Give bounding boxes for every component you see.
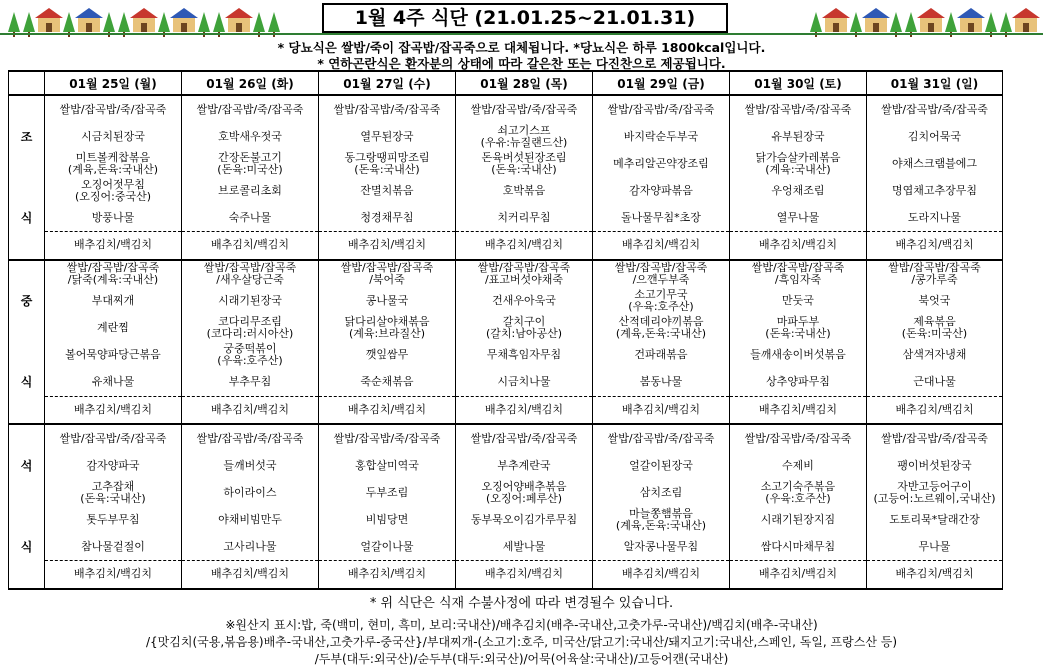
menu-item: 쌀밥/잡곡밥/잡곡죽 /새우살당근죽 — [182, 260, 319, 288]
menu-item: 도토리묵*달래간장 — [867, 506, 1003, 533]
menu-item: 시금치나물 — [456, 369, 593, 397]
meal-label: 식 — [9, 204, 45, 232]
village-decoration-right — [810, 4, 1037, 32]
meal-label — [9, 506, 45, 533]
menu-row — [9, 533, 1003, 561]
day-header: 01월 30일 (토) — [730, 71, 867, 95]
origin-line: /{맛김치(국용,볶음용)배추-국내산,고춧가루-중국산}/부대찌개-(소고기:호주, 미국산/닭고기:국내산/돼지고기:국내산,스페인, 독일, 프랑스산 등) — [146, 635, 897, 649]
menu-item: 야채비빔만두 — [182, 506, 319, 533]
menu-item: 쌀밥/잡곡밥/죽/잡곡죽 — [593, 95, 730, 123]
menu-item: 닭가슴살카레볶음 (계육:국내산) — [730, 150, 867, 177]
menu-item: 부대찌개 — [45, 288, 182, 315]
menu-item: 돈육버섯된장조림 (돈육:국내산) — [456, 150, 593, 177]
menu-item: 배추김치/백김치 — [730, 396, 867, 424]
origin-line: /두부(대두:외국산)/순두부(대두:외국산)/어묵(어육살:국내산)/고등어캔(국내산) — [314, 652, 729, 666]
weekly-menu-table — [8, 70, 1003, 590]
meal-label: 식 — [9, 369, 45, 397]
menu-item: 배추김치/백김치 — [45, 561, 182, 589]
menu-item: 쌀밥/잡곡밥/죽/잡곡죽 — [456, 424, 593, 452]
diabetes-note: * 당뇨식은 쌀밥/죽이 잡곡밥/잡곡죽으로 대체됩니다. *당뇨식은 하루 1800kcal입니다. — [277, 40, 766, 55]
menu-item: 쌀밥/잡곡밥/죽/잡곡죽 — [867, 424, 1003, 452]
meal-label — [9, 561, 45, 589]
menu-item: 돌나물무침*초장 — [593, 204, 730, 232]
menu-item: 팽이버섯된장국 — [867, 452, 1003, 479]
meal-label: 석 — [9, 452, 45, 479]
day-header: 01월 29일 (금) — [593, 71, 730, 95]
meal-label: 식 — [9, 533, 45, 561]
menu-item: 열무나물 — [730, 204, 867, 232]
menu-item: 간장돈불고기 (돈육:미국산) — [182, 150, 319, 177]
day-header: 01월 28일 (목) — [456, 71, 593, 95]
meal-label — [9, 260, 45, 288]
menu-item: 마파두부 (돈육:국내산) — [730, 315, 867, 342]
menu-item: 쌀밥/잡곡밥/죽/잡곡죽 — [319, 424, 456, 452]
menu-item: 잔멸치볶음 — [319, 177, 456, 204]
menu-row — [9, 288, 1003, 315]
tree-icon — [63, 12, 75, 32]
tree-icon — [945, 12, 957, 32]
house-icon — [920, 18, 942, 32]
menu-item: 동그랑땡피망조림 (돈육:국내산) — [319, 150, 456, 177]
menu-item: 쌀밥/잡곡밥/잡곡죽 /닭죽(계육:국내산) — [45, 260, 182, 288]
menu-item: 쌀밥/잡곡밥/죽/잡곡죽 — [456, 95, 593, 123]
menu-item: 쌀밥/잡곡밥/죽/잡곡죽 — [182, 95, 319, 123]
menu-item: 궁중떡볶이 (우육:호주산) — [182, 342, 319, 369]
menu-item: 야채스크램블에그 — [867, 150, 1003, 177]
menu-item: 소고기숙주볶음 (우육:호주산) — [730, 479, 867, 506]
menu-item: 들깨새송이버섯볶음 — [730, 342, 867, 369]
menu-item: 쌀밥/잡곡밥/잡곡죽 /흑임자죽 — [730, 260, 867, 288]
menu-item: 치커리무침 — [456, 204, 593, 232]
menu-item: 배추김치/백김치 — [456, 396, 593, 424]
village-decoration-left — [8, 4, 280, 32]
menu-item: 호박볶음 — [456, 177, 593, 204]
menu-item: 도라지나물 — [867, 204, 1003, 232]
menu-row — [9, 561, 1003, 589]
menu-item: 상추양파무침 — [730, 369, 867, 397]
menu-item: 자반고등어구이 (고등어:노르웨이,국내산) — [867, 479, 1003, 506]
menu-item: 배추김치/백김치 — [182, 396, 319, 424]
house-icon — [173, 18, 195, 32]
house-icon — [1015, 18, 1037, 32]
tree-icon — [1000, 12, 1012, 32]
house-icon — [38, 18, 60, 32]
menu-item: 수제비 — [730, 452, 867, 479]
menu-item: 쌀밥/잡곡밥/죽/잡곡죽 — [182, 424, 319, 452]
menu-item: 알자콩나물무침 — [593, 533, 730, 561]
menu-item: 시래기된장국 — [182, 288, 319, 315]
menu-item: 배추김치/백김치 — [730, 232, 867, 260]
menu-item: 홍합살미역국 — [319, 452, 456, 479]
tree-icon — [905, 12, 917, 32]
meal-label — [9, 232, 45, 260]
menu-item: 건새우아욱국 — [456, 288, 593, 315]
menu-item: 부추계란국 — [456, 452, 593, 479]
menu-item: 김치어묵국 — [867, 123, 1003, 150]
menu-item: 방풍나물 — [45, 204, 182, 232]
change-notice: * 위 식단은 식재 수불사정에 따라 변경될수 있습니다. — [369, 596, 674, 611]
tree-icon — [103, 12, 115, 32]
menu-row — [9, 506, 1003, 533]
menu-item: 쌀밥/잡곡밥/죽/잡곡죽 — [730, 424, 867, 452]
menu-row — [9, 204, 1003, 232]
menu-item: 제육볶음 (돈육:미국산) — [867, 315, 1003, 342]
menu-item: 열무된장국 — [319, 123, 456, 150]
menu-item: 감자양파국 — [45, 452, 182, 479]
menu-row — [9, 177, 1003, 204]
menu-item: 호박새우젓국 — [182, 123, 319, 150]
menu-item: 쌀밥/잡곡밥/잡곡죽 /표고버섯야채죽 — [456, 260, 593, 288]
menu-item: 배추김치/백김치 — [319, 561, 456, 589]
menu-item: 계란찜 — [45, 315, 182, 342]
menu-item: 쌀밥/잡곡밥/잡곡죽 /북어죽 — [319, 260, 456, 288]
menu-item: 소고기무국 (우육:호주산) — [593, 288, 730, 315]
menu-item: 산적데리야끼볶음 (계육,돈육:국내산) — [593, 315, 730, 342]
menu-item: 메추리알곤약장조림 — [593, 150, 730, 177]
tree-icon — [253, 12, 265, 32]
menu-item: 바지락순두부국 — [593, 123, 730, 150]
menu-item: 세발나물 — [456, 533, 593, 561]
house-icon — [78, 18, 100, 32]
menu-item: 브로콜리초회 — [182, 177, 319, 204]
tree-icon — [850, 12, 862, 32]
menu-item: 시래기된장지짐 — [730, 506, 867, 533]
menu-item: 부추무침 — [182, 369, 319, 397]
ground-line — [0, 33, 1043, 35]
house-icon — [825, 18, 847, 32]
meal-label — [9, 479, 45, 506]
menu-item: 근대나물 — [867, 369, 1003, 397]
house-icon — [133, 18, 155, 32]
menu-item: 고추잡채 (돈육:국내산) — [45, 479, 182, 506]
menu-item: 마늘쫑햄볶음 (계육,돈육:국내산) — [593, 506, 730, 533]
menu-item: 비빔당면 — [319, 506, 456, 533]
menu-item: 숙주나물 — [182, 204, 319, 232]
menu-row — [9, 342, 1003, 369]
menu-item: 닭다리살야채볶음 (계육:브라질산) — [319, 315, 456, 342]
menu-item: 쇠고기스프 (우유:뉴질랜드산) — [456, 123, 593, 150]
menu-item: 배추김치/백김치 — [456, 561, 593, 589]
corner-cell — [9, 71, 45, 95]
menu-item: 쌀밥/잡곡밥/죽/잡곡죽 — [593, 424, 730, 452]
tree-icon — [810, 12, 822, 32]
menu-item: 배추김치/백김치 — [867, 232, 1003, 260]
dysphagia-note: * 연하곤란식은 환자분의 상태에 따라 갈은찬 또는 다진찬으로 제공됩니다. — [317, 56, 726, 71]
menu-row — [9, 424, 1003, 452]
menu-item: 깻잎쌈무 — [319, 342, 456, 369]
menu-row — [9, 369, 1003, 397]
menu-row — [9, 232, 1003, 260]
meal-label: 조 — [9, 123, 45, 150]
tree-icon — [118, 12, 130, 32]
menu-item: 동부묵오이김가루무침 — [456, 506, 593, 533]
menu-item: 배추김치/백김치 — [593, 232, 730, 260]
meal-label — [9, 315, 45, 342]
menu-item: 배추김치/백김치 — [867, 561, 1003, 589]
menu-item: 볼어묵양파당근볶음 — [45, 342, 182, 369]
menu-item: 고사리나물 — [182, 533, 319, 561]
menu-item: 미트볼케찹볶음 (계육,돈육:국내산) — [45, 150, 182, 177]
menu-row — [9, 452, 1003, 479]
meal-label — [9, 150, 45, 177]
day-header: 01월 27일 (수) — [319, 71, 456, 95]
tree-icon — [8, 12, 20, 32]
tree-icon — [198, 12, 210, 32]
tree-icon — [213, 12, 225, 32]
menu-item: 코다리무조림 (코다리:러시아산) — [182, 315, 319, 342]
menu-item: 쌀밥/잡곡밥/잡곡죽 /콩가루죽 — [867, 260, 1003, 288]
menu-item: 배추김치/백김치 — [45, 396, 182, 424]
header-banner — [0, 0, 1043, 38]
menu-item: 얼갈이된장국 — [593, 452, 730, 479]
menu-row — [9, 479, 1003, 506]
day-header: 01월 26일 (화) — [182, 71, 319, 95]
menu-item: 죽순채볶음 — [319, 369, 456, 397]
origin-info — [0, 617, 1043, 668]
menu-row — [9, 315, 1003, 342]
menu-item: 북엇국 — [867, 288, 1003, 315]
menu-item: 배추김치/백김치 — [730, 561, 867, 589]
menu-row — [9, 260, 1003, 288]
menu-item: 쌀밥/잡곡밥/죽/잡곡죽 — [867, 95, 1003, 123]
page-title: 1월 4주 식단 (21.01.25~21.01.31) — [322, 3, 728, 33]
menu-item: 쌈다시마채무침 — [730, 533, 867, 561]
origin-line: ※원산지 표시:밥, 죽(백미, 현미, 흑미, 보리:국내산)/배추김치(배추-국내산,고춧가루-국내산)/백김치(배추-국내산) — [225, 618, 818, 632]
menu-item: 만둣국 — [730, 288, 867, 315]
menu-item: 배추김치/백김치 — [182, 232, 319, 260]
menu-item: 명엽채고추장무침 — [867, 177, 1003, 204]
menu-item: 들깨버섯국 — [182, 452, 319, 479]
menu-item: 봄동나물 — [593, 369, 730, 397]
menu-item: 쌀밥/잡곡밥/죽/잡곡죽 — [730, 95, 867, 123]
house-icon — [228, 18, 250, 32]
menu-item: 배추김치/백김치 — [593, 396, 730, 424]
menu-item: 청경채무침 — [319, 204, 456, 232]
meal-label — [9, 177, 45, 204]
menu-item: 얼갈이나물 — [319, 533, 456, 561]
tree-icon — [890, 12, 902, 32]
day-header-row — [9, 71, 1003, 95]
menu-item: 오징어양배추볶음 (오징어:페루산) — [456, 479, 593, 506]
menu-item: 쌀밥/잡곡밥/잡곡죽 /으깬두부죽 — [593, 260, 730, 288]
menu-item: 쌀밥/잡곡밥/죽/잡곡죽 — [45, 424, 182, 452]
house-icon — [865, 18, 887, 32]
menu-item: 갈치구이 (갈치:남아공산) — [456, 315, 593, 342]
meal-label: 중 — [9, 288, 45, 315]
tree-icon — [23, 12, 35, 32]
menu-item: 배추김치/백김치 — [319, 396, 456, 424]
menu-item: 참나물겉절이 — [45, 533, 182, 561]
menu-item: 유채나물 — [45, 369, 182, 397]
day-header: 01월 31일 (일) — [867, 71, 1003, 95]
meal-label — [9, 396, 45, 424]
menu-row — [9, 396, 1003, 424]
menu-item: 배추김치/백김치 — [45, 232, 182, 260]
menu-item: 감자양파볶음 — [593, 177, 730, 204]
menu-item: 톳두부무침 — [45, 506, 182, 533]
meal-label — [9, 424, 45, 452]
menu-item: 쌀밥/잡곡밥/죽/잡곡죽 — [45, 95, 182, 123]
menu-item: 두부조림 — [319, 479, 456, 506]
menu-item: 배추김치/백김치 — [593, 561, 730, 589]
tree-icon — [158, 12, 170, 32]
menu-row — [9, 95, 1003, 123]
menu-row — [9, 150, 1003, 177]
menu-item: 무채흑임자무침 — [456, 342, 593, 369]
menu-item: 배추김치/백김치 — [182, 561, 319, 589]
tree-icon — [268, 12, 280, 32]
menu-item: 시금치된장국 — [45, 123, 182, 150]
menu-item: 유부된장국 — [730, 123, 867, 150]
menu-item: 배추김치/백김치 — [867, 396, 1003, 424]
menu-item: 콩나물국 — [319, 288, 456, 315]
menu-item: 하이라이스 — [182, 479, 319, 506]
menu-item: 건파래볶음 — [593, 342, 730, 369]
menu-item: 배추김치/백김치 — [456, 232, 593, 260]
house-icon — [960, 18, 982, 32]
menu-item: 배추김치/백김치 — [319, 232, 456, 260]
menu-item: 오징어젓무침 (오징어:중국산) — [45, 177, 182, 204]
day-header: 01월 25일 (월) — [45, 71, 182, 95]
menu-item: 삼치조림 — [593, 479, 730, 506]
tree-icon — [985, 12, 997, 32]
menu-item: 쌀밥/잡곡밥/죽/잡곡죽 — [319, 95, 456, 123]
meal-label — [9, 342, 45, 369]
menu-item: 무나물 — [867, 533, 1003, 561]
menu-row — [9, 123, 1003, 150]
menu-item: 삼색겨자냉채 — [867, 342, 1003, 369]
meal-label — [9, 95, 45, 123]
menu-item: 우엉채조림 — [730, 177, 867, 204]
